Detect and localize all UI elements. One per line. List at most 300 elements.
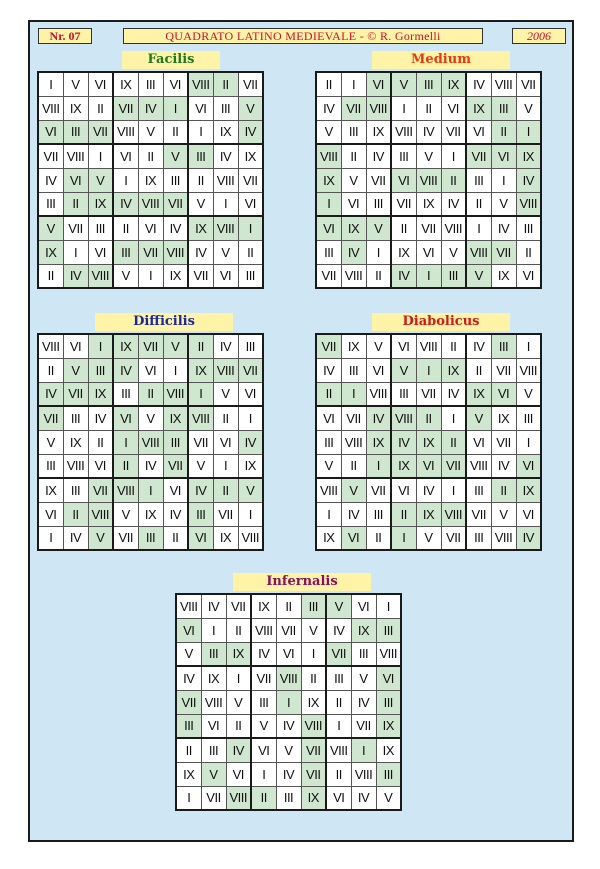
- grid-cell: V: [466, 264, 491, 288]
- grid-row: [38, 358, 263, 382]
- grid-cell: V: [188, 454, 213, 478]
- grid-cell: VII: [416, 216, 441, 240]
- grid-cell: VI: [88, 72, 113, 96]
- grid-cell: V: [366, 216, 391, 240]
- grid-cell: II: [466, 358, 491, 382]
- grid-cell: III: [113, 240, 138, 264]
- diabolicus-grid: [315, 333, 542, 551]
- grid-cell: V: [351, 666, 376, 690]
- grid-cell: VI: [391, 334, 416, 358]
- grid-cell: III: [391, 144, 416, 168]
- grid-cell: III: [516, 216, 541, 240]
- grid-cell: VII: [341, 406, 366, 430]
- grid-cell: II: [326, 690, 351, 714]
- grid-cell: V: [226, 690, 251, 714]
- grid-cell: III: [63, 120, 88, 144]
- grid-cell: VI: [163, 478, 188, 502]
- grid-cell: VII: [301, 738, 326, 762]
- grid-cell: I: [516, 120, 541, 144]
- grid-cell: V: [376, 786, 401, 810]
- grid-cell: I: [88, 144, 113, 168]
- grid-cell: II: [516, 240, 541, 264]
- grid-cell: VII: [88, 120, 113, 144]
- grid-cell: VIII: [441, 216, 466, 240]
- grid-cell: I: [341, 382, 366, 406]
- grid-cell: VII: [238, 168, 263, 192]
- grid-cell: VIII: [63, 454, 88, 478]
- grid-cell: IX: [88, 382, 113, 406]
- grid-cell: IV: [163, 216, 188, 240]
- grid-cell: IX: [391, 240, 416, 264]
- grid-cell: IX: [301, 690, 326, 714]
- medium-grid: [315, 71, 542, 289]
- grid-cell: III: [38, 192, 63, 216]
- grid-cell: I: [276, 690, 301, 714]
- grid-cell: IV: [38, 168, 63, 192]
- grid-cell: I: [213, 192, 238, 216]
- grid-cell: VI: [226, 762, 251, 786]
- grid-cell: II: [63, 502, 88, 526]
- grid-cell: V: [88, 168, 113, 192]
- grid-cell: III: [38, 454, 63, 478]
- grid-cell: VIII: [38, 96, 63, 120]
- grid-cell: VII: [38, 144, 63, 168]
- grid-cell: I: [491, 168, 516, 192]
- grid-cell: VIII: [251, 618, 276, 642]
- grid-cell: VII: [138, 334, 163, 358]
- grid-row: [176, 738, 401, 762]
- grid-cell: III: [213, 96, 238, 120]
- grid-cell: VI: [63, 168, 88, 192]
- grid-cell: I: [226, 666, 251, 690]
- grid-cell: IX: [88, 192, 113, 216]
- grid-cell: VII: [138, 240, 163, 264]
- grid-cell: III: [188, 502, 213, 526]
- grid-cell: VIII: [138, 192, 163, 216]
- grid-cell: II: [251, 786, 276, 810]
- grid-cell: II: [316, 72, 341, 96]
- grid-cell: V: [491, 502, 516, 526]
- grid-row: [316, 96, 541, 120]
- grid-cell: I: [366, 454, 391, 478]
- grid-cell: II: [88, 430, 113, 454]
- grid-cell: VII: [63, 216, 88, 240]
- grid-cell: IX: [301, 786, 326, 810]
- grid-cell: II: [466, 192, 491, 216]
- grid-cell: VII: [351, 714, 376, 738]
- grid-cell: IV: [316, 96, 341, 120]
- grid-cell: V: [213, 240, 238, 264]
- grid-cell: II: [366, 264, 391, 288]
- grid-cell: VIII: [188, 406, 213, 430]
- grid-cell: VIII: [213, 216, 238, 240]
- grid-cell: III: [201, 738, 226, 762]
- grid-cell: III: [238, 334, 263, 358]
- grid-cell: VI: [326, 786, 351, 810]
- grid-cell: III: [276, 786, 301, 810]
- grid-cell: III: [88, 358, 113, 382]
- grid-cell: III: [491, 96, 516, 120]
- grid-cell: VIII: [113, 478, 138, 502]
- grid-cell: III: [391, 382, 416, 406]
- grid-cell: II: [213, 478, 238, 502]
- grid-cell: V: [316, 120, 341, 144]
- grid-cell: VIII: [516, 192, 541, 216]
- grid-cell: IV: [341, 240, 366, 264]
- grid-row: [176, 618, 401, 642]
- grid-cell: IV: [201, 594, 226, 618]
- grid-cell: II: [226, 618, 251, 642]
- grid-cell: I: [38, 72, 63, 96]
- grid-cell: VIII: [391, 120, 416, 144]
- grid-cell: II: [213, 406, 238, 430]
- grid-cell: III: [366, 502, 391, 526]
- grid-cell: V: [176, 642, 201, 666]
- grid-cell: VIII: [491, 526, 516, 550]
- grid-cell: IV: [38, 382, 63, 406]
- grid-cell: IX: [441, 358, 466, 382]
- grid-cell: VI: [188, 96, 213, 120]
- grid-cell: I: [201, 618, 226, 642]
- grid-cell: IX: [138, 168, 163, 192]
- grid-cell: VIII: [316, 478, 341, 502]
- grid-cell: IX: [316, 526, 341, 550]
- grid-cell: V: [113, 502, 138, 526]
- grid-cell: VII: [88, 478, 113, 502]
- facilis-label: Facilis: [122, 51, 220, 69]
- grid-cell: V: [466, 406, 491, 430]
- grid-row: [38, 120, 263, 144]
- grid-cell: III: [466, 478, 491, 502]
- grid-cell: II: [188, 168, 213, 192]
- grid-cell: II: [138, 144, 163, 168]
- grid-cell: IV: [238, 120, 263, 144]
- grid-cell: III: [113, 382, 138, 406]
- grid-cell: IV: [188, 478, 213, 502]
- grid-cell: II: [391, 216, 416, 240]
- grid-row: [316, 334, 541, 358]
- grid-row: [38, 406, 263, 430]
- grid-cell: III: [138, 72, 163, 96]
- grid-cell: V: [38, 430, 63, 454]
- grid-cell: V: [88, 526, 113, 550]
- grid-cell: VII: [113, 96, 138, 120]
- infernalis-grid: [175, 593, 402, 811]
- grid-cell: II: [176, 738, 201, 762]
- grid-cell: II: [491, 120, 516, 144]
- grid-cell: IV: [391, 264, 416, 288]
- grid-cell: VII: [366, 478, 391, 502]
- grid-cell: III: [466, 168, 491, 192]
- grid-cell: III: [316, 240, 341, 264]
- grid-cell: I: [376, 594, 401, 618]
- grid-cell: VIII: [341, 430, 366, 454]
- grid-row: [38, 454, 263, 478]
- grid-row: [316, 526, 541, 550]
- facilis-grid: [37, 71, 264, 289]
- grid-cell: III: [441, 264, 466, 288]
- grid-cell: V: [301, 618, 326, 642]
- grid-cell: V: [63, 72, 88, 96]
- grid-cell: II: [163, 120, 188, 144]
- grid-cell: IX: [341, 334, 366, 358]
- grid-row: [176, 666, 401, 690]
- infernalis-label: Infernalis: [233, 573, 371, 591]
- grid-cell: IX: [38, 478, 63, 502]
- grid-cell: I: [441, 478, 466, 502]
- grid-cell: IX: [441, 72, 466, 96]
- grid-cell: VIII: [188, 72, 213, 96]
- grid-row: [38, 478, 263, 502]
- grid-cell: VIII: [38, 334, 63, 358]
- grid-cell: VIII: [176, 594, 201, 618]
- grid-cell: I: [138, 264, 163, 288]
- grid-cell: I: [113, 168, 138, 192]
- grid-cell: IV: [466, 334, 491, 358]
- grid-row: [38, 96, 263, 120]
- page-title: QUADRATO LATINO MEDIEVALE - © R. Gormelli: [123, 28, 483, 44]
- grid-row: [316, 358, 541, 382]
- grid-cell: VI: [316, 406, 341, 430]
- grid-cell: VI: [416, 454, 441, 478]
- grid-cell: V: [366, 334, 391, 358]
- grid-cell: VIII: [466, 240, 491, 264]
- grid-cell: III: [163, 430, 188, 454]
- grid-cell: VII: [238, 358, 263, 382]
- grid-cell: IV: [366, 406, 391, 430]
- grid-cell: I: [326, 714, 351, 738]
- grid-cell: IX: [176, 762, 201, 786]
- grid-cell: IX: [38, 240, 63, 264]
- grid-cell: VIII: [163, 240, 188, 264]
- grid-cell: II: [416, 96, 441, 120]
- grid-cell: I: [188, 382, 213, 406]
- grid-cell: V: [238, 478, 263, 502]
- grid-cell: II: [138, 382, 163, 406]
- grid-cell: IV: [466, 72, 491, 96]
- grid-row: [316, 120, 541, 144]
- grid-cell: VI: [341, 526, 366, 550]
- grid-cell: III: [341, 120, 366, 144]
- grid-row: [316, 430, 541, 454]
- grid-cell: II: [341, 144, 366, 168]
- grid-cell: VI: [63, 334, 88, 358]
- grid-cell: II: [38, 358, 63, 382]
- grid-cell: VII: [163, 192, 188, 216]
- grid-cell: VII: [416, 382, 441, 406]
- grid-cell: IV: [441, 192, 466, 216]
- grid-cell: III: [138, 526, 163, 550]
- grid-row: [38, 240, 263, 264]
- grid-cell: IV: [516, 168, 541, 192]
- grid-cell: VI: [516, 502, 541, 526]
- grid-cell: VII: [38, 406, 63, 430]
- grid-cell: II: [38, 264, 63, 288]
- grid-cell: IX: [316, 168, 341, 192]
- grid-cell: IX: [188, 216, 213, 240]
- grid-cell: I: [163, 358, 188, 382]
- grid-cell: IV: [316, 358, 341, 382]
- grid-cell: IV: [113, 358, 138, 382]
- grid-cell: IX: [201, 666, 226, 690]
- grid-row: [38, 216, 263, 240]
- grid-cell: V: [491, 192, 516, 216]
- grid-cell: IV: [491, 216, 516, 240]
- grid-row: [316, 406, 541, 430]
- grid-cell: I: [238, 406, 263, 430]
- grid-cell: VII: [491, 240, 516, 264]
- grid-cell: VII: [341, 96, 366, 120]
- grid-cell: VIII: [416, 168, 441, 192]
- grid-cell: VII: [391, 192, 416, 216]
- diabolicus-label: Diabolicus: [372, 313, 510, 331]
- grid-cell: I: [416, 358, 441, 382]
- grid-cell: IX: [416, 430, 441, 454]
- year-label: 2006: [512, 28, 566, 44]
- grid-cell: V: [391, 72, 416, 96]
- grid-cell: I: [516, 334, 541, 358]
- grid-cell: II: [391, 502, 416, 526]
- grid-row: [316, 72, 541, 96]
- grid-cell: IX: [376, 714, 401, 738]
- grid-cell: III: [326, 666, 351, 690]
- grid-cell: III: [341, 358, 366, 382]
- grid-cell: VII: [491, 430, 516, 454]
- grid-cell: VI: [391, 168, 416, 192]
- grid-cell: IX: [163, 406, 188, 430]
- grid-cell: V: [251, 714, 276, 738]
- grid-cell: V: [188, 192, 213, 216]
- grid-cell: V: [316, 454, 341, 478]
- grid-row: [38, 382, 263, 406]
- grid-cell: III: [163, 168, 188, 192]
- grid-cell: I: [316, 192, 341, 216]
- grid-cell: VI: [138, 216, 163, 240]
- grid-cell: V: [341, 478, 366, 502]
- grid-cell: VIII: [416, 334, 441, 358]
- grid-cell: IV: [88, 406, 113, 430]
- grid-cell: VII: [113, 526, 138, 550]
- grid-cell: III: [188, 144, 213, 168]
- grid-cell: IV: [63, 526, 88, 550]
- grid-cell: II: [113, 454, 138, 478]
- grid-cell: IV: [213, 334, 238, 358]
- grid-cell: VII: [326, 642, 351, 666]
- grid-cell: VI: [88, 454, 113, 478]
- grid-cell: I: [351, 738, 376, 762]
- grid-cell: IX: [63, 96, 88, 120]
- grid-cell: IX: [466, 382, 491, 406]
- grid-cell: VI: [516, 454, 541, 478]
- grid-cell: III: [416, 72, 441, 96]
- grid-cell: I: [213, 454, 238, 478]
- grid-cell: VI: [466, 120, 491, 144]
- grid-row: [316, 264, 541, 288]
- grid-cell: VIII: [201, 690, 226, 714]
- grid-cell: I: [416, 264, 441, 288]
- grid-cell: IX: [63, 430, 88, 454]
- grid-cell: VII: [238, 72, 263, 96]
- grid-cell: IX: [213, 120, 238, 144]
- grid-cell: VI: [88, 240, 113, 264]
- grid-cell: IV: [341, 502, 366, 526]
- grid-row: [38, 72, 263, 96]
- grid-cell: IX: [416, 192, 441, 216]
- grid-cell: IX: [163, 264, 188, 288]
- grid-row: [176, 786, 401, 810]
- grid-cell: VI: [391, 478, 416, 502]
- grid-cell: I: [441, 144, 466, 168]
- grid-row: [316, 454, 541, 478]
- grid-cell: VII: [63, 382, 88, 406]
- grid-cell: VI: [213, 430, 238, 454]
- grid-cell: I: [391, 526, 416, 550]
- grid-cell: VI: [516, 264, 541, 288]
- grid-cell: VII: [201, 786, 226, 810]
- grid-cell: IV: [251, 642, 276, 666]
- grid-row: [316, 144, 541, 168]
- grid-cell: IV: [213, 144, 238, 168]
- grid-cell: III: [63, 478, 88, 502]
- grid-cell: IV: [391, 430, 416, 454]
- grid-cell: VII: [176, 690, 201, 714]
- grid-cell: VIII: [276, 666, 301, 690]
- grid-cell: IV: [491, 454, 516, 478]
- grid-row: [176, 714, 401, 738]
- grid-cell: III: [316, 430, 341, 454]
- grid-cell: V: [441, 240, 466, 264]
- grid-cell: I: [466, 216, 491, 240]
- grid-cell: V: [163, 144, 188, 168]
- grid-cell: VI: [491, 382, 516, 406]
- grid-cell: IV: [238, 430, 263, 454]
- grid-cell: VIII: [213, 168, 238, 192]
- grid-cell: III: [376, 762, 401, 786]
- grid-cell: V: [391, 358, 416, 382]
- grid-cell: I: [176, 786, 201, 810]
- grid-cell: IV: [63, 264, 88, 288]
- grid-cell: IX: [138, 502, 163, 526]
- grid-cell: III: [351, 642, 376, 666]
- grid-cell: VII: [316, 334, 341, 358]
- grid-cell: I: [238, 216, 263, 240]
- grid-cell: V: [38, 216, 63, 240]
- grid-cell: V: [238, 96, 263, 120]
- grid-row: [316, 168, 541, 192]
- grid-cell: VI: [176, 618, 201, 642]
- grid-cell: IX: [366, 430, 391, 454]
- grid-cell: V: [138, 120, 163, 144]
- grid-cell: IX: [351, 618, 376, 642]
- grid-cell: I: [516, 430, 541, 454]
- grid-cell: IX: [516, 144, 541, 168]
- grid-cell: VII: [316, 264, 341, 288]
- grid-cell: VI: [113, 406, 138, 430]
- grid-cell: III: [366, 192, 391, 216]
- grid-cell: VII: [163, 454, 188, 478]
- grid-row: [316, 192, 541, 216]
- grid-cell: II: [238, 240, 263, 264]
- grid-cell: VI: [366, 72, 391, 96]
- grid-cell: VIII: [316, 144, 341, 168]
- grid-row: [176, 642, 401, 666]
- grid-cell: II: [441, 430, 466, 454]
- grid-cell: IV: [416, 478, 441, 502]
- grid-cell: V: [341, 168, 366, 192]
- grid-cell: I: [341, 72, 366, 96]
- grid-cell: I: [316, 502, 341, 526]
- grid-cell: VII: [516, 72, 541, 96]
